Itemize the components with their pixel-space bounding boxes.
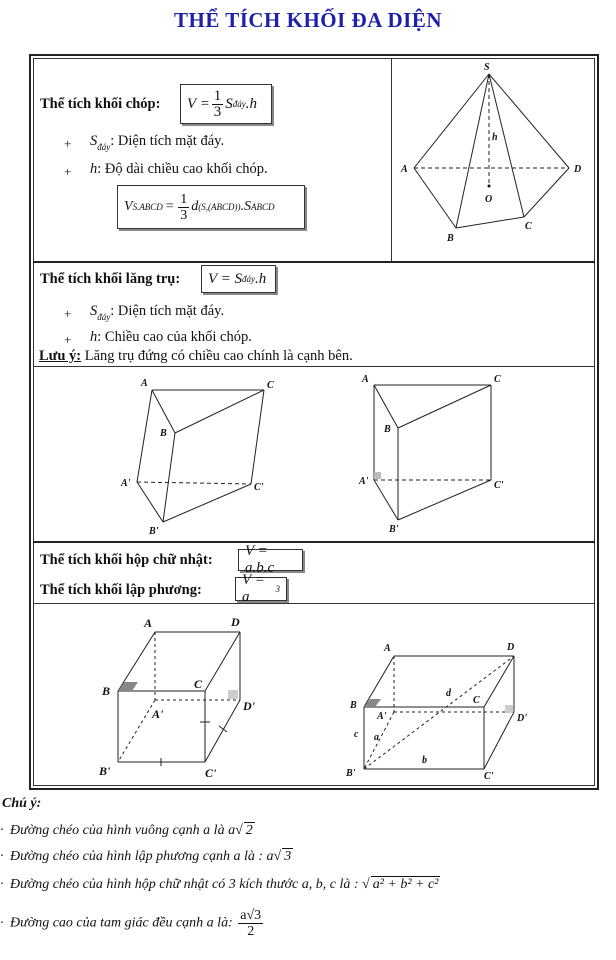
note-text: Đường chéo của hình hộp chữ nhật có 3 kích thước a, b, c là : xyxy=(10,877,362,892)
item-text: : Chiều cao của khối chóp. xyxy=(97,329,252,345)
item-subscript: đáy xyxy=(97,312,111,322)
right-angle-mark xyxy=(505,705,513,713)
fraction-numerator: a√3 xyxy=(240,908,262,923)
item-symbol: h xyxy=(90,329,98,345)
cuboid-volume-formula: V = a.b.c xyxy=(238,549,303,571)
formula-lhs: V = S xyxy=(208,270,243,287)
notes-heading: Chú ý: xyxy=(2,796,42,811)
note-text: Đường cao của tam giác đều cạnh a là: xyxy=(10,915,237,931)
cube-heading: Thể tích khối lập phương: xyxy=(40,582,202,598)
label-A: A xyxy=(384,643,391,654)
item-text: : Diện tích mặt đáy. xyxy=(110,133,225,149)
label-A: A xyxy=(362,374,369,385)
right-angle-mark xyxy=(118,682,138,691)
formula-area-subscript: đáy xyxy=(232,99,246,109)
label-C: C xyxy=(267,380,274,391)
note-radicand: 2 xyxy=(245,823,253,838)
label-D: D xyxy=(574,164,582,175)
label-A: A xyxy=(144,616,153,630)
formula-exponent: 3 xyxy=(275,584,280,594)
note-text: Lăng trụ đứng có chiều cao chính là cạnh bên. xyxy=(81,348,353,364)
label-B1: B' xyxy=(346,768,356,779)
note-text: Đường chéo của hình vuông cạnh a là xyxy=(10,823,229,838)
equals-sign: = xyxy=(164,199,175,214)
label-B1: B' xyxy=(149,526,159,537)
label-A: A xyxy=(141,378,148,389)
bullet-plus: + xyxy=(64,164,72,179)
bullet-icon: · xyxy=(0,877,4,892)
fraction xyxy=(238,908,263,939)
item-symbol: h xyxy=(90,161,98,177)
label-B1: B' xyxy=(389,524,399,535)
formula-height-symbol: .h xyxy=(245,95,258,112)
fraction-numerator: 1 xyxy=(213,87,222,104)
pyramid-heading: Thể tích khối chóp: xyxy=(40,96,161,112)
bullet-icon: · xyxy=(0,915,4,931)
formula-lhs: V xyxy=(124,199,133,214)
label-O: O xyxy=(485,194,493,205)
label-D1: D' xyxy=(517,713,527,724)
label-S: S xyxy=(484,62,490,73)
label-B: B xyxy=(350,700,357,711)
edge-DC xyxy=(205,632,240,691)
fraction-numerator: 1 xyxy=(180,191,188,207)
note-math: a xyxy=(266,849,274,864)
label-D: D xyxy=(507,642,515,653)
bullet-plus: + xyxy=(64,332,72,347)
distance-subscript: (S,(ABCD)) xyxy=(198,202,241,212)
formula-lhs-subscript: S.ABCD xyxy=(132,202,163,212)
label-C: C xyxy=(494,374,501,385)
label-D1: D' xyxy=(243,699,255,713)
label-A1: A' xyxy=(377,711,387,722)
note-radicand: 3 xyxy=(284,849,292,864)
edge-DC xyxy=(484,656,514,707)
label-C: C xyxy=(473,695,480,706)
label-a: a xyxy=(374,732,379,743)
label-A: A xyxy=(401,164,408,175)
label-B: B xyxy=(384,424,391,435)
label-b: b xyxy=(422,755,427,766)
area-symbol: .S xyxy=(240,199,252,214)
bullet-plus: + xyxy=(64,136,72,151)
label-h: h xyxy=(492,132,498,143)
note-item: · Đường chéo của hình lập phương cạnh a là : a√ 3 xyxy=(0,849,292,864)
cuboid-heading: Thể tích khối hộp chữ nhật: xyxy=(40,552,213,568)
label-B: B xyxy=(447,233,454,244)
label-D: D xyxy=(231,615,240,629)
item-symbol: S xyxy=(90,133,98,149)
bullet-plus: + xyxy=(64,306,72,321)
area-subscript: ABCD xyxy=(251,202,275,212)
note-math: a xyxy=(228,823,236,838)
formula-subscript: đáy xyxy=(242,274,256,284)
item-symbol: S xyxy=(90,303,98,319)
fraction-denominator: 3 xyxy=(180,207,188,223)
edge-C1D1 xyxy=(484,712,514,769)
edge-C1D1 xyxy=(205,700,240,762)
note-radicand: a² + b² + c² xyxy=(372,877,439,892)
label-C1: C' xyxy=(254,482,264,493)
label-C1: C' xyxy=(484,771,494,782)
distance-symbol: d xyxy=(191,199,199,214)
label-A1: A' xyxy=(359,476,369,487)
item-text: : Độ dài chiều cao khối chóp. xyxy=(97,161,268,177)
bullet-icon: · xyxy=(0,849,4,864)
label-A1: A' xyxy=(121,478,131,489)
label-B: B xyxy=(102,684,111,698)
note-item xyxy=(0,908,265,939)
note-item: · Đường chéo của hình hộp chữ nhật có 3 kích thước a, b, c là : √ a² + b² + c² xyxy=(0,877,439,892)
item-subscript: đáy xyxy=(97,142,111,152)
note-text: Đường chéo của hình lập phương cạnh a là : xyxy=(10,849,267,864)
fraction-denominator: 2 xyxy=(247,924,255,939)
formula-lhs: V = xyxy=(187,95,210,112)
label-C: C xyxy=(525,221,532,232)
note-label: Lưu ý: xyxy=(39,348,82,364)
label-d: d xyxy=(446,688,451,699)
page-title: THỂ TÍCH KHỐI ĐA DIỆN xyxy=(173,8,442,32)
bullet-icon: · xyxy=(0,823,4,838)
label-C1: C' xyxy=(494,480,504,491)
formula-height: .h xyxy=(255,270,267,287)
item-text: : Diện tích mặt đáy. xyxy=(110,303,225,319)
label-B1: B' xyxy=(99,764,111,778)
fraction-denominator: 3 xyxy=(213,103,222,120)
note-item: · Đường chéo của hình vuông cạnh a là a√ 2 xyxy=(0,823,253,838)
formula-area-symbol: S xyxy=(225,95,233,112)
label-C: C xyxy=(194,677,203,691)
formula-base: V = a xyxy=(242,572,265,605)
label-A1: A' xyxy=(152,707,164,721)
right-angle-mark xyxy=(228,690,238,699)
edge-A1B1-hidden xyxy=(118,700,155,762)
label-C1: C' xyxy=(205,766,217,780)
label-c: c xyxy=(354,729,359,740)
prism-heading: Thể tích khối lăng trụ: xyxy=(40,271,181,287)
label-B: B xyxy=(160,428,167,439)
